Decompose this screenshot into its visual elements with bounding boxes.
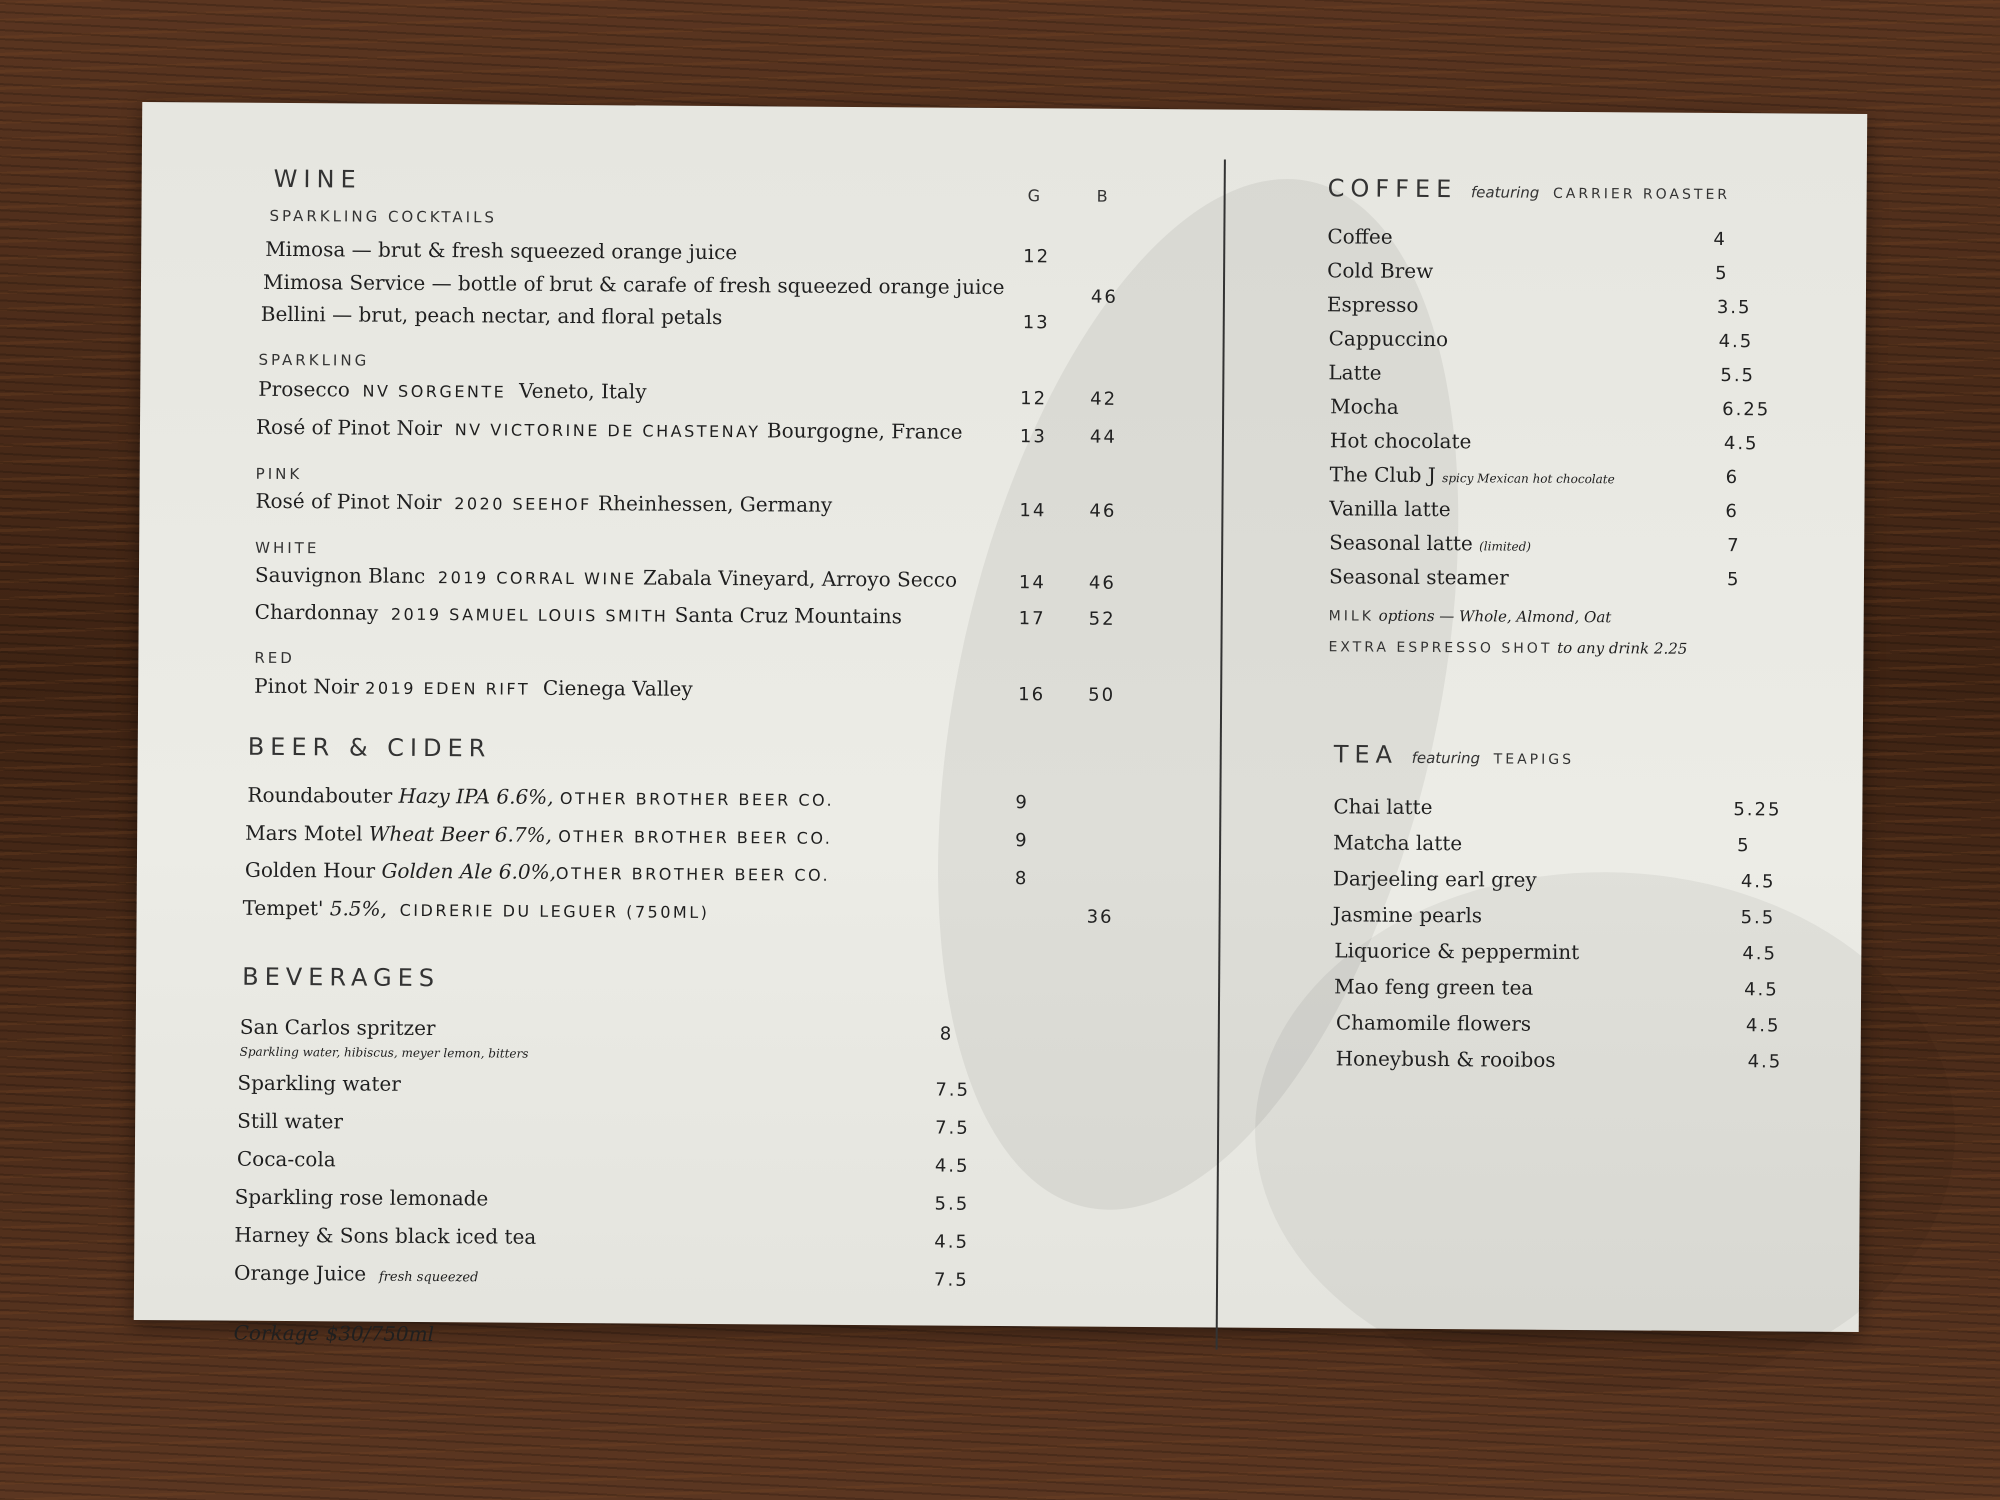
bottle-price: 46 [1090,286,1118,308]
coffee-price: 5 [1726,569,1741,591]
coffee-price: 6 [1725,501,1739,523]
coffee-price: 4 [1713,228,1727,251]
coffee-item-name: Latte [1328,360,1382,385]
glass-price: 14 [1018,572,1046,594]
beer-name: Mars Motel [245,820,363,846]
beverage-name: Harney & Sons black iced tea [234,1222,537,1249]
corkage-note: Corkage $30/750ml [233,1320,435,1347]
extra-shot-text: to any drink 2.25 [1557,638,1688,658]
tea-item-name: Matcha latte [1333,830,1463,856]
wine-region: Santa Cruz Mountains [674,602,903,629]
white-heading: WHITE [255,538,320,558]
coffee-roaster: CARRIER ROASTER [1552,185,1731,204]
wine-item [255,600,902,629]
tea-price: 5.25 [1733,799,1782,821]
tea-price: 4.5 [1745,1015,1781,1037]
wine-producer: NV SORGENTE [362,381,507,402]
coffee-item-name: Hot chocolate [1329,428,1472,454]
tea-title [1334,740,1574,770]
glass-price: 16 [1018,684,1046,706]
column-divider [1216,160,1226,1350]
wine-region: Bourgogne, France [766,418,963,444]
beer-style: Hazy IPA 6.6%, [398,783,554,809]
wine-name: Prosecco [258,376,350,402]
column-glass-label: G [1027,186,1041,206]
coffee-price: 3.5 [1716,296,1752,319]
beer-brewer: CIDRERIE DU LEGUER (750ML) [399,900,710,922]
menu-item-name: Mimosa Service — bottle of brut & carafe of fresh squeezed orange juice [262,269,1005,300]
menu-paper [134,102,1867,1347]
wine-name: Rosé of Pinot Noir [255,414,443,441]
tea-item-name: Chamomile flowers [1335,1010,1532,1036]
coffee-item-name: Cappuccino [1328,326,1449,352]
milk-label: MILK [1328,608,1374,625]
coffee-item-name: Mocha [1330,394,1399,419]
beverage-price: 7.5 [935,1079,971,1101]
beverage-name: Still water [237,1108,344,1134]
tea-item-name: Liquorice & peppermint [1334,938,1580,965]
beverage-price: 7.5 [933,1269,969,1291]
glass-price: 9 [1015,830,1029,852]
tea-brand: TEAPIGS [1493,751,1575,769]
coffee-price: 5.5 [1720,365,1756,387]
bottle-price: 42 [1090,388,1118,410]
wine-producer: 2019 CORRAL WINE [437,568,637,589]
beverage-price: 4.5 [934,1155,970,1177]
coffee-item [1329,530,1531,555]
tea-price: 4.5 [1744,979,1779,1001]
beverages-title: BEVERAGES [242,962,441,993]
beer-style: 5.5%, [329,896,388,921]
sparkling-heading: SPARKLING [258,350,370,370]
coffee-item-name: Seasonal latte [1329,530,1473,556]
coffee-item-name: The Club J [1329,462,1436,488]
beer-style: Golden Ale 6.0%, [381,858,557,884]
coffee-item-name: Vanilla latte [1329,496,1451,522]
glass-price: 9 [1015,792,1029,814]
beverage-note: Sparkling water, hibiscus, meyer lemon, bitters [239,1044,529,1061]
coffee-item-name: Seasonal steamer [1328,564,1509,590]
beverage-price: 5.5 [934,1193,970,1215]
column-bottle-label: B [1096,186,1108,206]
glass-price: 8 [1014,868,1029,890]
glass-price: 14 [1019,500,1047,522]
coffee-item-note: (limited) [1479,539,1532,554]
beverage-name: Sparkling rose lemonade [234,1184,489,1211]
beer-name: Tempet' [242,895,324,921]
coffee-price: 6.25 [1722,399,1771,421]
coffee-price: 4.5 [1718,331,1754,353]
tea-price: 4.5 [1742,943,1778,965]
beer-item [243,896,710,923]
tea-price: 5 [1737,835,1751,857]
wine-title: WINE [273,164,362,194]
beverage-name: San Carlos spritzer [239,1014,436,1041]
wine-producer: 2020 SEEHOF [454,494,592,515]
wine-item [255,563,957,592]
wine-name: Pinot Noir [254,673,359,699]
wine-region: Zabala Vineyard, Arroyo Secco [642,565,958,592]
tea-price: 4.5 [1740,871,1776,893]
coffee-price: 6 [1725,467,1740,489]
beverage-price: 7.5 [935,1117,970,1139]
tea-item-name: Darjeeling earl grey [1332,866,1537,892]
coffee-title [1328,174,1731,205]
wine-item [255,489,832,517]
coffee-item [1330,462,1615,488]
milk-options [1329,606,1612,626]
wine-region: Veneto, Italy [518,378,647,404]
glass-price: 12 [1020,388,1048,410]
red-heading: RED [254,648,295,668]
tea-item-name: Mao feng green tea [1334,974,1534,1000]
tea-item-name: Chai latte [1333,794,1433,820]
beverage-price: 4.5 [934,1231,970,1253]
tea-item-name: Honeybush & rooibos [1335,1046,1556,1072]
extra-shot-label: EXTRA ESPRESSO SHOT [1328,639,1553,657]
pink-heading: PINK [255,464,303,484]
beer-item [245,858,830,886]
bottle-price: 52 [1088,608,1116,630]
tea-price: 5.5 [1740,907,1776,929]
bottle-price: 46 [1089,500,1117,522]
beverage-item [234,1261,478,1287]
wine-item [256,415,963,444]
beverage-price: 8 [939,1023,954,1045]
glass-price: 13 [1022,312,1050,334]
tea-price: 4.5 [1747,1051,1783,1073]
glass-price: 17 [1018,608,1046,630]
wine-name: Rosé of Pinot Noir [255,488,442,515]
coffee-featuring: featuring [1470,183,1540,202]
wine-region: Cienega Valley [542,675,693,701]
milk-options-text: options — Whole, Almond, Oat [1378,606,1612,627]
extra-shot-note [1328,637,1687,658]
beer-item [245,821,832,849]
glass-price: 12 [1023,246,1051,268]
wine-producer: NV VICTORINE DE CHASTENAY [454,420,761,442]
bottle-price: 44 [1089,426,1117,448]
bottle-price: 46 [1088,572,1116,594]
wine-region: Rheinhessen, Germany [598,491,833,517]
beer-style: Wheat Beer 6.7%, [368,821,553,847]
tea-item-name: Jasmine pearls [1332,902,1483,928]
beverage-name: Orange Juice [234,1260,367,1286]
beer-name: Golden Hour [244,857,376,883]
coffee-item-name: Espresso [1326,292,1419,317]
menu-item-name: Mimosa — brut & fresh squeezed orange juice [265,236,738,265]
beer-brewer: OTHER BROTHER BEER CO. [558,826,833,848]
wine-item [258,377,646,404]
beverage-name: Sparkling water [237,1070,401,1096]
wine-item [254,674,693,701]
beer-brewer: OTHER BROTHER BEER CO. [559,788,835,810]
coffee-title-text: COFFEE [1327,174,1458,204]
coffee-price: 5 [1715,262,1729,285]
glass-price: 13 [1019,426,1047,448]
bottle-price: 50 [1088,684,1116,706]
bottle-price: 36 [1086,906,1114,928]
coffee-price: 4.5 [1723,433,1759,455]
wine-producer: 2019 EDEN RIFT [365,678,531,699]
beer-name: Roundabouter [247,782,393,808]
tea-featuring: featuring [1411,748,1481,768]
coffee-item-note: spicy Mexican hot chocolate [1442,471,1615,487]
sparkling-cocktails-heading: SPARKLING COCKTAILS [269,206,498,227]
menu-item-name: Bellini — brut, peach nectar, and floral petals [260,301,723,330]
beer-cider-title: BEER & CIDER [247,732,492,763]
beverage-name: Coca-cola [236,1146,336,1172]
beverage-note: fresh squeezed [378,1269,479,1286]
wine-name: Chardonnay [254,599,379,625]
beer-brewer: OTHER BROTHER BEER CO. [555,863,831,885]
wine-name: Sauvignon Blanc [254,562,426,588]
coffee-item-name: Coffee [1327,224,1393,249]
coffee-item-name: Cold Brew [1327,258,1434,284]
beer-item [247,783,834,811]
wine-producer: 2019 SAMUEL LOUIS SMITH [390,604,669,626]
coffee-price: 7 [1727,535,1741,557]
tea-title-text: TEA [1333,740,1399,769]
